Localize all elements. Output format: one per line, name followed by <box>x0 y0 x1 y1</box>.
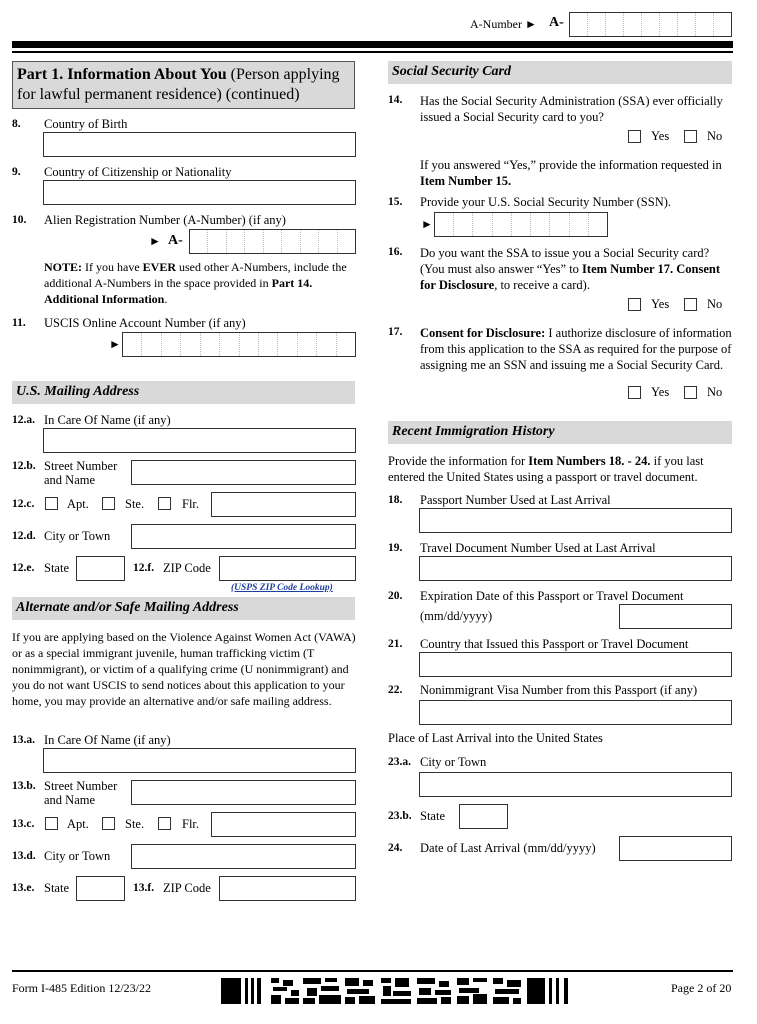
q17-no-checkbox[interactable] <box>684 386 697 399</box>
note-text-2: used other A-Numbers, include the additional A-Numbers in the space provided in <box>44 260 347 290</box>
q14-no-checkbox[interactable] <box>684 130 697 143</box>
form-edition: Form I-485 Edition 12/23/22 <box>12 981 151 995</box>
q13d-number: 13.d. <box>12 850 36 862</box>
rih-intro-text-1: Provide the information for <box>388 454 529 468</box>
q12a-label: In Care Of Name (if any) <box>44 413 171 427</box>
ssn-field[interactable] <box>434 212 608 237</box>
part1-subtitle: (Person applying for lawful permanent residence) (continued) <box>17 66 340 103</box>
q8-label: Country of Birth <box>44 117 128 131</box>
country-of-citizenship-field[interactable] <box>43 180 356 205</box>
q16-ref-1: Item Number 17. <box>582 262 674 276</box>
q12f-label: ZIP Code <box>163 561 211 575</box>
q14-followup-text: If you answered “Yes,” provide the information requested in <box>420 158 722 172</box>
q13b-number: 13.b. <box>12 780 36 792</box>
q21-label: Country that Issued this Passport or Travel Document <box>420 637 689 651</box>
q20-label-2: (mm/dd/yyyy) <box>420 609 493 623</box>
mailing-street-field[interactable] <box>131 460 356 485</box>
mailing-section-title: U.S. Mailing Address <box>16 384 140 399</box>
mailing-section-header <box>12 381 355 404</box>
rih-intro-ref: Item Numbers 18. - 24. <box>528 454 651 468</box>
mailing-flr-label: Flr. <box>182 497 200 511</box>
safe-ste-checkbox[interactable] <box>102 817 115 830</box>
a-number-field[interactable] <box>189 229 356 254</box>
q9-label: Country of Citizenship or Nationality <box>44 165 232 179</box>
part1-title-box <box>12 61 355 109</box>
q17-yes-label: Yes <box>651 385 670 399</box>
q18-label: Passport Number Used at Last Arrival <box>420 493 611 507</box>
q20-number: 20. <box>388 590 403 602</box>
q14-followup-ref: Item Number 15. <box>420 174 512 188</box>
q23a-number: 23.a. <box>388 756 411 768</box>
rih-section-title: Recent Immigration History <box>392 424 555 439</box>
safe-intro: If you are applying based on the Violence Against Women Act (VAWA) or as a special immigrant juvenile, human trafficking victim (T nonimmigrant), or victim of a qualifying crime (U nonimmigrant) and you do not want USCIS to send notices about this application to your home, you may provide an alternative and/or safe mailing address. <box>12 630 356 708</box>
q22-label: Nonimmigrant Visa Number from this Passport (if any) <box>420 683 698 697</box>
mailing-zip-field[interactable] <box>219 556 356 581</box>
q22-number: 22. <box>388 684 403 696</box>
mailing-apt-label: Apt. <box>67 497 89 511</box>
q15-number: 15. <box>388 196 403 208</box>
safe-flr-label: Flr. <box>182 817 200 831</box>
travel-doc-number-field[interactable] <box>419 556 732 581</box>
arrival-city-field[interactable] <box>419 772 732 797</box>
safe-unit-field[interactable] <box>211 812 356 837</box>
q17-label <box>420 325 732 373</box>
q10-label: Alien Registration Number (A-Number) (if any) <box>44 213 286 227</box>
q14-label: Has the Social Security Administration (SSA) ever officially issued a Social Security card to you? <box>420 94 723 124</box>
q15-arrow-icon: ► <box>421 217 433 231</box>
note-end: . <box>164 292 168 306</box>
mailing-ste-label: Ste. <box>125 497 145 511</box>
q10-prefix: A- <box>168 233 183 248</box>
safe-city-field[interactable] <box>131 844 356 869</box>
q13b-label-2: and Name <box>44 793 96 807</box>
safe-street-field[interactable] <box>131 780 356 805</box>
q16-no-label: No <box>707 297 723 311</box>
mailing-ste-checkbox[interactable] <box>102 497 115 510</box>
q10-note <box>44 259 354 307</box>
q12b-number: 12.b. <box>12 460 36 472</box>
mailing-flr-checkbox[interactable] <box>158 497 171 510</box>
q10-number: 10. <box>12 214 27 226</box>
safe-ste-label: Ste. <box>125 817 145 831</box>
note-ever: EVER <box>142 260 177 274</box>
ssc-section-header <box>388 61 732 84</box>
mailing-apt-checkbox[interactable] <box>45 497 58 510</box>
q13e-number: 13.e. <box>12 882 35 894</box>
note-text-1: If you have <box>82 260 143 274</box>
q12e-label: State <box>44 561 69 575</box>
q12e-number: 12.e. <box>12 562 35 574</box>
rih-intro <box>388 453 734 485</box>
q16-label <box>420 245 735 293</box>
arrival-state-field[interactable] <box>459 804 508 829</box>
q12d-label: City or Town <box>44 529 111 543</box>
q17-consent-label: Consent for Disclosure: <box>420 326 546 340</box>
q14-yes-label: Yes <box>651 129 670 143</box>
q16-number: 16. <box>388 246 403 258</box>
mailing-care-of-field[interactable] <box>43 428 356 453</box>
q24-number: 24. <box>388 842 403 854</box>
q17-text: I authorize disclosure of information from this application to the SSA as required for the purpose of assigning me an SSN and issuing me a Social Security Card. <box>420 326 732 372</box>
header-rule-thick <box>12 41 733 48</box>
passport-number-field[interactable] <box>419 508 732 533</box>
uscis-account-field[interactable] <box>122 332 356 357</box>
mailing-unit-field[interactable] <box>211 492 356 517</box>
q23b-label: State <box>420 809 445 823</box>
q13b-label-1: Street Number <box>44 779 118 793</box>
q12b-label-1: Street Number <box>44 459 118 473</box>
footer-rule <box>12 970 733 972</box>
q14-no-label: No <box>707 129 723 143</box>
issuing-country-field[interactable] <box>419 652 732 677</box>
a-number-header-field[interactable] <box>569 12 732 37</box>
note-label: NOTE: <box>44 260 83 274</box>
q16-text-1: Do you want the SSA to issue you a Social Security card? (You must also answer “Yes” to <box>420 246 710 276</box>
q18-number: 18. <box>388 494 403 506</box>
q19-number: 19. <box>388 542 403 554</box>
q16-no-checkbox[interactable] <box>684 298 697 311</box>
rih-intro-text-2: if you last entered the United States using a passport or travel document. <box>388 454 704 484</box>
a-number-header-prefix: A- <box>549 15 564 30</box>
q13a-number: 13.a. <box>12 734 35 746</box>
page-number: Page 2 of 20 <box>671 981 732 995</box>
q16-text-2: , to receive a card). <box>494 278 590 292</box>
q15-label: Provide your U.S. Social Security Number (SSN). <box>420 195 672 209</box>
q9-number: 9. <box>12 166 21 178</box>
mailing-state-field[interactable] <box>76 556 125 581</box>
safe-apt-label: Apt. <box>67 817 89 831</box>
q13f-number: 13.f. <box>133 882 155 894</box>
header-rule-thin <box>12 51 733 53</box>
q13a-label: In Care Of Name (if any) <box>44 733 171 747</box>
q12c-number: 12.c. <box>12 498 35 510</box>
q19-label: Travel Document Number Used at Last Arrival <box>420 541 656 555</box>
q23a-label: City or Town <box>420 755 487 769</box>
safe-zip-field[interactable] <box>219 876 356 901</box>
q16-ref-2: Consent for Disclosure <box>420 262 721 292</box>
q12f-number: 12.f. <box>133 562 155 574</box>
safe-care-of-field[interactable] <box>43 748 356 773</box>
q12a-number: 12.a. <box>12 414 35 426</box>
mailing-city-field[interactable] <box>131 524 356 549</box>
visa-number-field[interactable] <box>419 700 732 725</box>
q14-followup <box>420 157 735 189</box>
note-part-ref: Part 14. Additional Information <box>44 276 313 306</box>
q10-arrow-icon: ► <box>149 234 161 248</box>
q13d-label: City or Town <box>44 849 111 863</box>
rih-section-header <box>388 421 732 444</box>
arrival-date-field[interactable] <box>619 836 732 861</box>
safe-flr-checkbox[interactable] <box>158 817 171 830</box>
q17-number: 17. <box>388 326 403 338</box>
q13c-number: 13.c. <box>12 818 35 830</box>
q21-number: 21. <box>388 638 403 650</box>
q8-number: 8. <box>12 118 21 130</box>
q12d-number: 12.d. <box>12 530 36 542</box>
q16-yes-label: Yes <box>651 297 670 311</box>
place-of-arrival-label: Place of Last Arrival into the United States <box>388 731 603 745</box>
expiration-date-field[interactable] <box>619 604 732 629</box>
safe-state-field[interactable] <box>76 876 125 901</box>
safe-section-title: Alternate and/or Safe Mailing Address <box>16 600 239 615</box>
q14-yes-checkbox[interactable] <box>628 130 641 143</box>
part1-title: Part 1. Information About You <box>17 66 227 83</box>
q17-yes-checkbox[interactable] <box>628 386 641 399</box>
a-number-header-label: A-Number ► <box>470 17 537 31</box>
q24-label: Date of Last Arrival (mm/dd/yyyy) <box>420 841 596 855</box>
q17-no-label: No <box>707 385 723 399</box>
safe-apt-checkbox[interactable] <box>45 817 58 830</box>
q11-label: USCIS Online Account Number (if any) <box>44 316 246 330</box>
q13f-label: ZIP Code <box>163 881 211 895</box>
q11-arrow-icon: ► <box>109 337 121 351</box>
ssc-section-title: Social Security Card <box>392 64 512 79</box>
usps-zip-lookup-link[interactable]: (USPS ZIP Code Lookup) <box>231 583 333 593</box>
q13e-label: State <box>44 881 69 895</box>
q16-yes-checkbox[interactable] <box>628 298 641 311</box>
q23b-number: 23.b. <box>388 810 412 822</box>
barcode-image <box>221 978 581 1004</box>
q14-number: 14. <box>388 94 403 106</box>
country-of-birth-field[interactable] <box>43 132 356 157</box>
q20-label-1: Expiration Date of this Passport or Travel Document <box>420 589 684 603</box>
q12b-label-2: and Name <box>44 473 96 487</box>
safe-section-header <box>12 597 355 620</box>
q11-number: 11. <box>12 317 26 329</box>
